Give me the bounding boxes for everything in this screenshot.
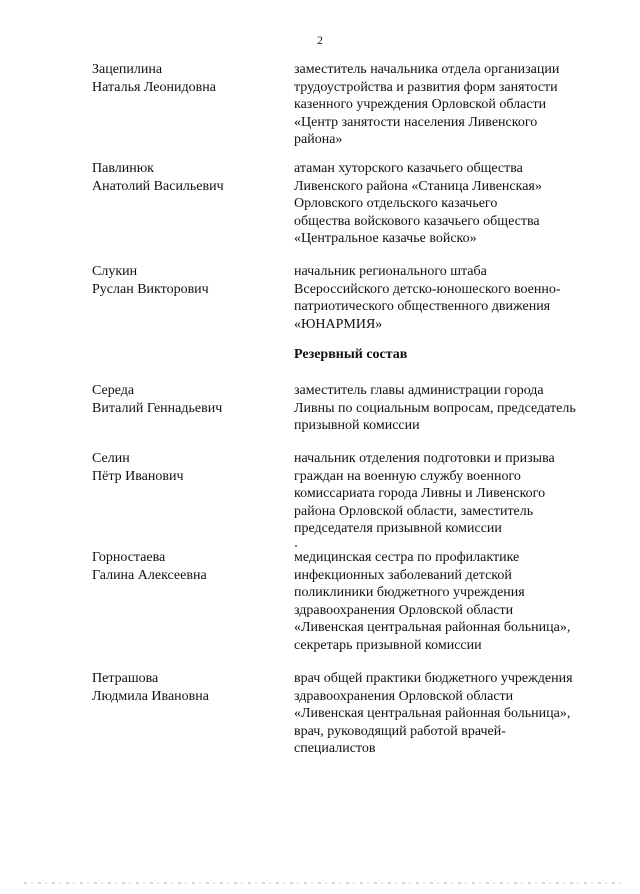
role-line: комиссариата города Ливны и Ливенского (294, 486, 546, 501)
role-line: поликлиники бюджетного учреждения (294, 585, 525, 600)
member-name (92, 382, 282, 417)
member-role (294, 450, 614, 538)
role-line: начальник отделения подготовки и призыва (294, 451, 555, 466)
member-role (294, 382, 614, 435)
role-line: медицинская сестра по профилактике (294, 550, 520, 565)
member-surname: Павлинюк (92, 161, 154, 176)
role-line: района Орловской области, заместитель (294, 503, 534, 519)
role-line: призывной комиссии (294, 418, 420, 433)
member-role (294, 549, 614, 654)
member-name (92, 263, 282, 298)
role-line: трудоустройства и развития форм занятости (294, 79, 558, 95)
scan-edge-noise (24, 882, 624, 884)
member-name (92, 160, 282, 195)
role-line: общества войскового казачьего общества (294, 213, 540, 229)
role-line: района» (294, 132, 343, 147)
role-line: Ливны по социальным вопросам, председатель (294, 400, 576, 416)
member-surname: Селин (92, 451, 130, 466)
role-line: заместитель начальника отдела организации (294, 62, 560, 77)
role-line: казенного учреждения Орловской области (294, 97, 547, 112)
member-given-name: Виталий Геннадьевич (92, 400, 223, 416)
member-given-name: Галина Алексеевна (92, 567, 207, 583)
role-line: заместитель главы администрации города (294, 383, 544, 398)
role-line: врач, руководящий работой врачей- (294, 723, 506, 739)
role-line: «Ливенская центральная районная больница», (294, 706, 571, 721)
member-role (294, 160, 614, 248)
member-role (294, 670, 614, 758)
role-line: «Ливенская центральная районная больница», (294, 620, 571, 635)
role-line: специалистов (294, 741, 376, 756)
role-line: Всероссийского детско-юношеского военно- (294, 281, 561, 297)
page-number: 2 (317, 33, 323, 47)
member-surname: Середа (92, 383, 135, 398)
member-surname: Зацепилина (92, 62, 163, 77)
member-surname: Горностаева (92, 550, 166, 565)
member-role (294, 61, 614, 149)
role-line: председателя призывной комиссии (294, 521, 502, 536)
member-given-name: Анатолий Васильевич (92, 178, 224, 194)
member-role (294, 263, 614, 333)
role-line: граждан на военную службу военного (294, 468, 521, 484)
role-line: врач общей практики бюджетного учреждения (294, 671, 573, 686)
role-line: атаман хуторского казачьего общества (294, 161, 523, 176)
member-given-name: Пётр Иванович (92, 468, 184, 484)
role-line: «ЮНАРМИЯ» (294, 316, 383, 332)
role-line: Орловского отдельского казачьего (294, 196, 498, 211)
role-line: «Центральное казачье войско» (294, 231, 477, 246)
member-given-name: Людмила Ивановна (92, 688, 209, 704)
role-line: «Центр занятости населения Ливенского (294, 114, 538, 130)
role-line: инфекционных заболеваний детской (294, 567, 512, 583)
member-name (92, 670, 282, 705)
reserve-section-heading: Резервный состав (294, 347, 408, 362)
role-line: начальник регионального штаба (294, 264, 487, 279)
role-line: здравоохранения Орловской области (294, 602, 514, 618)
role-line: здравоохранения Орловской области (294, 688, 514, 704)
member-name (92, 549, 282, 584)
member-surname: Петрашова (92, 671, 159, 686)
role-line: патриотического общественного движения (294, 299, 551, 314)
member-given-name: Руслан Викторович (92, 281, 209, 297)
role-line: Ливенского района «Станица Ливенская» (294, 178, 542, 194)
member-given-name: Наталья Леонидовна (92, 79, 216, 95)
member-surname: Слукин (92, 264, 138, 279)
scan-speck (295, 545, 297, 547)
role-line: секретарь призывной комиссии (294, 637, 482, 653)
member-name (92, 61, 282, 96)
member-name (92, 450, 282, 485)
